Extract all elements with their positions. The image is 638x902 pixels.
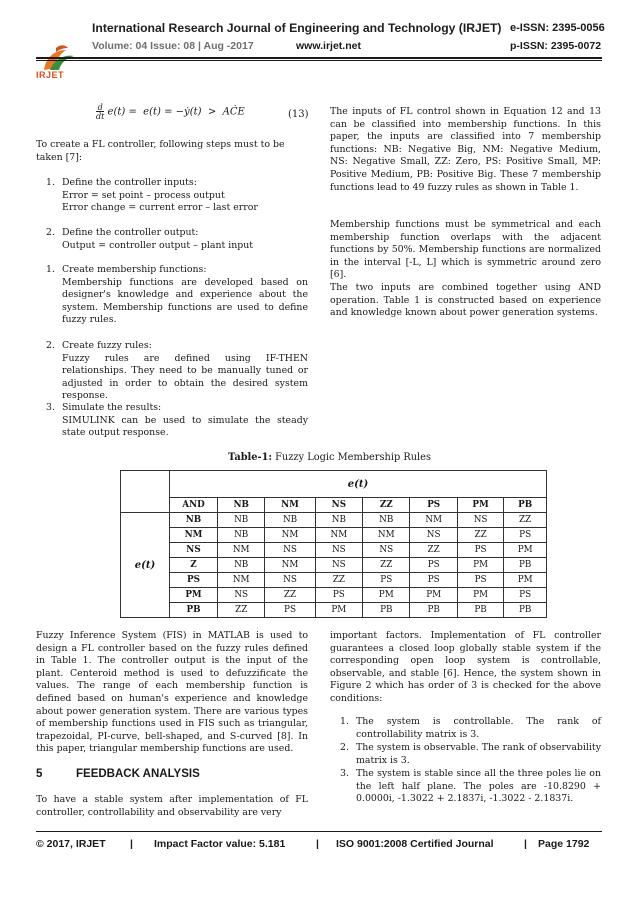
table-cell: NS <box>218 588 265 603</box>
table-cell: NM <box>265 558 315 573</box>
right-para-1: The inputs of FL control shown in Equation 12 and 13 can be classified into membership functions. In this paper, the inputs are classified into 7 membership functions: NB: Negative Big, NM: Negative Medium, NS: Negative Small, ZZ: Zero, PS: Positive Small, MP: Positive Medium, PB: Positive Big. These 7 membership functions lead to 49 fuzzy rules as shown in Table 1. <box>330 106 601 193</box>
table-row <box>121 513 547 528</box>
footer-divider <box>36 831 602 832</box>
footer-copyright: © 2017, IRJET <box>36 838 106 850</box>
table-cell: ZZ <box>457 528 503 543</box>
table-cell: PS <box>504 528 547 543</box>
table-cell: ZZ <box>315 573 362 588</box>
table-cell: NS <box>265 543 315 558</box>
important-paragraph: important factors. Implementation of FL controller guarantees a closed loop globally stable system if the corresponding open loop system is controllable, observable, and stable [6]. Hence, the system shown in Figure 2 which has order of 3 is checked for the above conditions: <box>330 630 601 704</box>
table-cell: PM <box>315 603 362 618</box>
table-cell: PS <box>410 558 457 573</box>
feedback-paragraph: To have a stable system after implementation of FL controller, controllability and observability are very <box>36 794 308 818</box>
table-cell: NB <box>315 513 362 528</box>
row-header: PM <box>170 588 218 603</box>
table-cell: NB <box>218 528 265 543</box>
equation-number: (13) <box>288 109 309 120</box>
table-row <box>121 588 547 603</box>
footer-sep: | <box>130 838 133 850</box>
website[interactable]: www.irjet.net <box>296 40 361 52</box>
row-group-label: e(t) <box>121 513 170 618</box>
table-row <box>121 603 547 618</box>
header-divider <box>36 57 602 59</box>
table-cell: PM <box>504 543 547 558</box>
table-cell: NS <box>315 558 362 573</box>
table-cell: PS <box>410 573 457 588</box>
volume-issue: Volume: 04 Issue: 08 | Aug -2017 <box>92 40 254 52</box>
table-cell: NB <box>363 513 410 528</box>
table-row <box>121 573 547 588</box>
table-cell: PM <box>457 558 503 573</box>
equation-body: e(t) = e(t) = −ẏ(t) > AĊE <box>107 106 245 118</box>
table-cell: NM <box>363 528 410 543</box>
col-header: ZZ <box>363 498 410 513</box>
footer-iso: ISO 9001:2008 Certified Journal <box>336 838 494 850</box>
col-header: NM <box>265 498 315 513</box>
footer-impact: Impact Factor value: 5.181 <box>154 838 286 850</box>
table-caption-label: Table-1: <box>228 452 273 463</box>
logo-text: IRJET <box>36 70 65 80</box>
col-header: PB <box>504 498 547 513</box>
table-cell: PS <box>363 573 410 588</box>
col-header: NB <box>218 498 265 513</box>
table-row <box>121 558 547 573</box>
table-cell: PB <box>504 558 547 573</box>
table-blank-corner <box>121 471 170 513</box>
table-cell: PM <box>504 573 547 588</box>
table-cell: PM <box>410 588 457 603</box>
table-cell: NS <box>265 573 315 588</box>
row-header: PB <box>170 603 218 618</box>
fis-paragraph: Fuzzy Inference System (FIS) in MATLAB is used to design a FL controller based on the fuzzy rules defined in Table 1. The controller output is the input of the plant. Centeroid method is used to defuzzificate the values. The range of each membership function is defined based on human's experience and knowledge about power generation system. There are various types of membership functions used in FIS such as triangular, trapezoidal, PI-curve, bell-shaped, and S-curved [8]. In this paper, triangular membership functions are used. <box>36 630 308 755</box>
table-cell: NS <box>410 528 457 543</box>
row-header: NM <box>170 528 218 543</box>
table-cell: NS <box>363 543 410 558</box>
table-cell: PS <box>457 543 503 558</box>
row-header: Z <box>170 558 218 573</box>
row-header: NS <box>170 543 218 558</box>
col-group-label: e(t) <box>170 471 547 498</box>
table-cell: NM <box>218 543 265 558</box>
table-cell: NB <box>218 513 265 528</box>
table-cell: PS <box>457 573 503 588</box>
table-caption-text: Fuzzy Logic Membership Rules <box>272 452 431 463</box>
footer-page: Page 1792 <box>538 838 590 850</box>
footer-sep: | <box>316 838 319 850</box>
table-cell: NM <box>218 573 265 588</box>
table-cell: NS <box>315 543 362 558</box>
right-para-2: Membership functions must be symmetrical and each membership function overlaps with the adjacent functions by 50%. Membership functions are normalized in the interval [-L, L] which is symmetric around zero [6]. <box>330 219 601 281</box>
right-para-3: The two inputs are combined together using AND operation. Table 1 is constructed based on experience and knowledge known about power generation systems. <box>330 282 601 319</box>
table-cell: ZZ <box>265 588 315 603</box>
table-cell: PB <box>363 603 410 618</box>
p-issn: p-ISSN: 2395-0072 <box>510 40 602 52</box>
section-number: 5 <box>36 768 43 780</box>
table-cell: ZZ <box>363 558 410 573</box>
table-row <box>121 543 547 558</box>
equation-13: d dt e(t) = e(t) = −ẏ(t) > AĊE <box>96 103 245 121</box>
table-cell: PM <box>363 588 410 603</box>
table-cell: ZZ <box>410 543 457 558</box>
table-cell: NS <box>457 513 503 528</box>
table-cell: PM <box>457 588 503 603</box>
membership-rules-table <box>120 470 547 618</box>
table-cell: PB <box>457 603 503 618</box>
header-divider-thin <box>36 60 602 61</box>
section-title: FEEDBACK ANALYSIS <box>76 768 200 780</box>
table-caption <box>228 452 431 463</box>
table-cell: NB <box>265 513 315 528</box>
table-cell: ZZ <box>218 603 265 618</box>
table-cell: PB <box>504 603 547 618</box>
e-issn: e-ISSN: 2395-0056 <box>510 22 605 34</box>
row-header: NB <box>170 513 218 528</box>
fl-intro: To create a FL controller, following steps must to be taken [7]: <box>36 139 285 163</box>
table-row <box>121 528 547 543</box>
col-header: NS <box>315 498 362 513</box>
col-header: PS <box>410 498 457 513</box>
table-cell: PB <box>410 603 457 618</box>
table-cell: NB <box>218 558 265 573</box>
table-cell: ZZ <box>504 513 547 528</box>
corner-and: AND <box>170 498 218 513</box>
col-header: PM <box>457 498 503 513</box>
table-cell: PS <box>504 588 547 603</box>
table-cell: NM <box>410 513 457 528</box>
table-cell: NM <box>315 528 362 543</box>
footer-sep: | <box>524 838 527 850</box>
table-cell: PS <box>315 588 362 603</box>
table-cell: PS <box>265 603 315 618</box>
table-cell: NM <box>265 528 315 543</box>
journal-title: International Research Journal of Engineering and Technology (IRJET) <box>92 21 502 35</box>
row-header: PS <box>170 573 218 588</box>
